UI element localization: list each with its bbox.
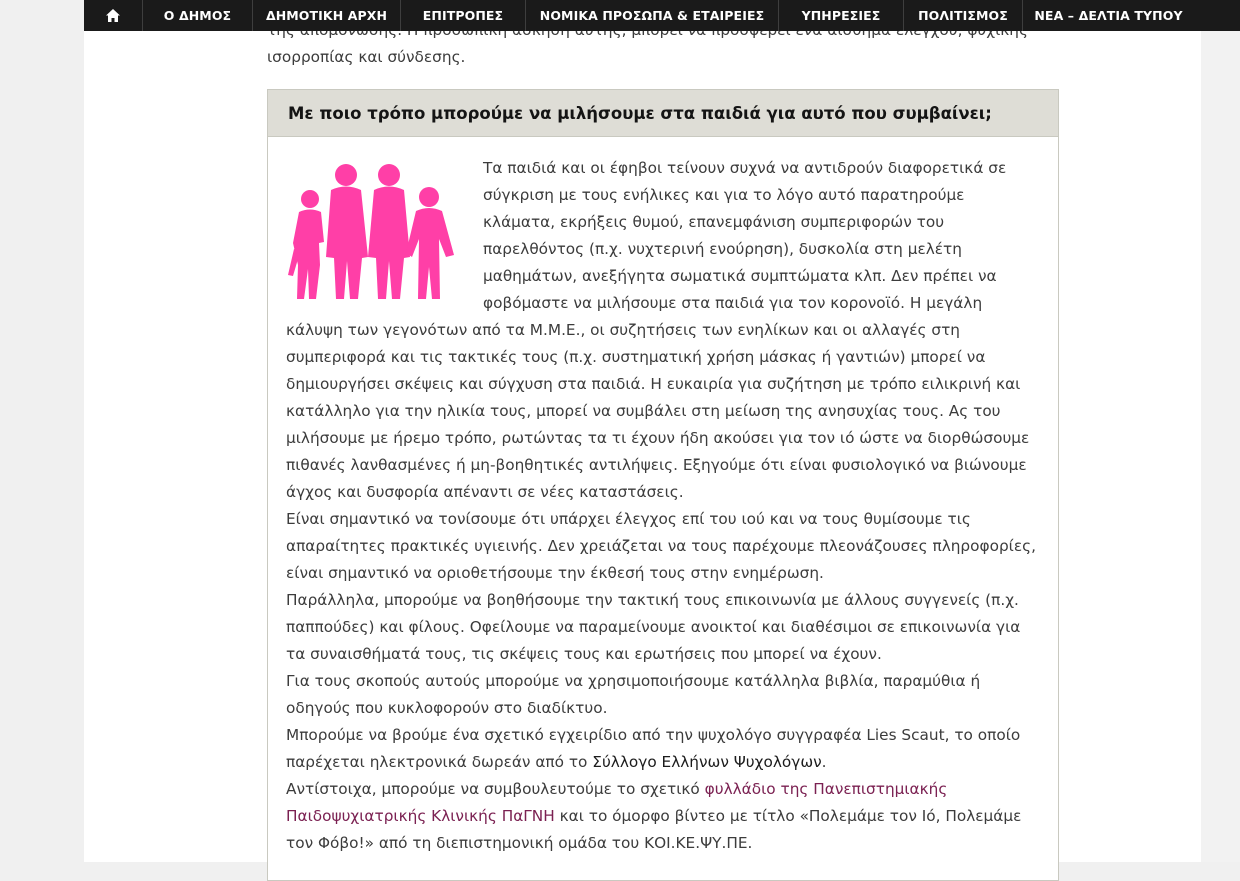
paragraph-5 [286, 722, 1040, 776]
p5-text: Μπορούμε να βρούμε ένα σχετικό εγχειρίδιο από την ψυχολόγο συγγραφέα Lies Scaut, το οποίο παρέχεται ηλεκτρονικά δωρεάν από το [286, 726, 1021, 771]
nav-item-epitropes[interactable]: ΕΠΙΤΡΟΠΕΣ [401, 0, 526, 31]
main-navigation [84, 0, 1240, 31]
p6-end: και το όμορφο βίντεο με τίτλο «Πολεμάμε τον Ιό, Πολεμάμε τον Φόβο!» από τη διεπιστημονική ομάδα του ΚΟΙ.ΚΕ.ΨΥ.ΠΕ. [286, 807, 1022, 852]
paragraph-2: Είναι σημαντικό να τονίσουμε ότι υπάρχει έλεγχος επί του ιού και να τους θυμίσουμε τις απαραίτητες πρακτικές υγιεινής. Δεν χρειάζεται να τους παρέχουμε πλεονάζουσες πληροφορίες, είναι σημαντικό να οριοθετήσουμε την έκθεσή τους στην ενημέρωση. [286, 510, 1036, 582]
nav-item-dimos[interactable]: Ο ΔΗΜΟΣ [143, 0, 253, 31]
paragraph-6 [286, 776, 1040, 857]
paragraph-3: Παράλληλα, μπορούμε να βοηθήσουμε την τακτική τους επικοινωνία με άλλους συγγενείς (π.χ. παππούδες) και φίλους. Οφείλουμε να παραμείνουμε ανοικτοί και διαθέσιμοι σε επικοινωνία για τα συναισθήματά τους, τις σκέψεις τους και ερωτήσεις που μπορεί να έχουν. [286, 591, 1021, 663]
psychologists-association-link[interactable]: Σύλλογο Ελλήνων Ψυχολόγων [592, 753, 822, 771]
p6-text: Αντίστοιχα, μπορούμε να συμβουλευτούμε το σχετικό [286, 780, 705, 798]
family-silhouette-image [288, 157, 463, 307]
nav-item-ypiresies[interactable]: ΥΠΗΡΕΣΙΕΣ [779, 0, 904, 31]
right-margin [1201, 0, 1240, 862]
leaflet-link[interactable]: φυλλάδιο της Πανεπιστημιακής Παιδοψυχιατρικής Κλινικής ΠαΓΝΗ [286, 780, 948, 825]
nav-item-dimotiki-archi[interactable]: ΔΗΜΟΤΙΚΗ ΑΡΧΗ [253, 0, 401, 31]
nav-item-nea[interactable]: ΝΕΑ – ΔΕΛΤΙΑ ΤΥΠΟΥ [1034, 8, 1183, 23]
p5-end: . [821, 753, 827, 771]
home-icon [106, 9, 120, 22]
nav-home[interactable] [84, 0, 143, 31]
nav-item-politismos[interactable]: ΠΟΛΙΤΙΣΜΟΣ [904, 0, 1023, 31]
paragraph-4: Για τους σκοπούς αυτούς μπορούμε να χρησιμοποιήσουμε κατάλληλα βιβλία, παραμύθια ή οδηγούς που κυκλοφορούν στο διαδίκτυο. [286, 672, 981, 717]
intro-line-end: ισορροπίας και σύνδεσης. [267, 48, 466, 66]
box-body [268, 137, 1058, 857]
info-box [267, 89, 1059, 881]
box-title: Με ποιο τρόπο μπορούμε να μιλήσουμε στα παιδιά για αυτό που συμβαίνει; [268, 90, 1058, 137]
paragraph-1: Τα παιδιά και οι έφηβοι τείνουν συχνά να αντιδρούν διαφορετικά σε σύγκριση με τους ενήλικες και για το λόγο αυτό παρατηρούμε κλάματα, εκρήξεις θυμού, επανεμφάνιση συμπεριφορών του παρελθόντος (π.χ. νυχτερινή ενούρηση), δυσκολία στη μελέτη μαθημάτων, ανεξήγητα σωματικά συμπτώματα κλπ. Δεν πρέπει να φοβόμαστε να μιλήσουμε στα παιδιά για τον κορονοϊό. Η μεγάλη κάλυψη των γεγονότων από τα Μ.Μ.Ε., οι συζητήσεις των ενηλίκων και οι αλλαγές στη συμπεριφορά και τις τακτικές τους (π.χ. συστηματική χρήση μάσκας ή γαντιών) μπορεί να δημιουργήσει σκέψεις και σύγχυση στα παιδιά. Η ευκαιρία για συζήτηση με τρόπο ειλικρινή και κατάλληλο για την ηλικία τους, μπορεί να συμβάλει στη μείωση της ανησυχίας τους. Ας του μιλήσουμε με ήρεμο τρόπο, ρωτώντας τα τι έχουν ήδη ακούσει για τον ιό ώστε να διορθώσουμε πιθανές λανθασμένες ή μη-βοηθητικές αντιλήψεις. Εξηγούμε ότι είναι φυσιολογικό να βιώνουμε άγχος και δυσφορία απέναντι σε νέες καταστάσεις. [286, 159, 1030, 501]
nav-item-nomika-prosopa[interactable]: ΝΟΜΙΚΑ ΠΡΟΣΩΠΑ & ΕΤΑΙΡΕΙΕΣ [526, 0, 779, 31]
